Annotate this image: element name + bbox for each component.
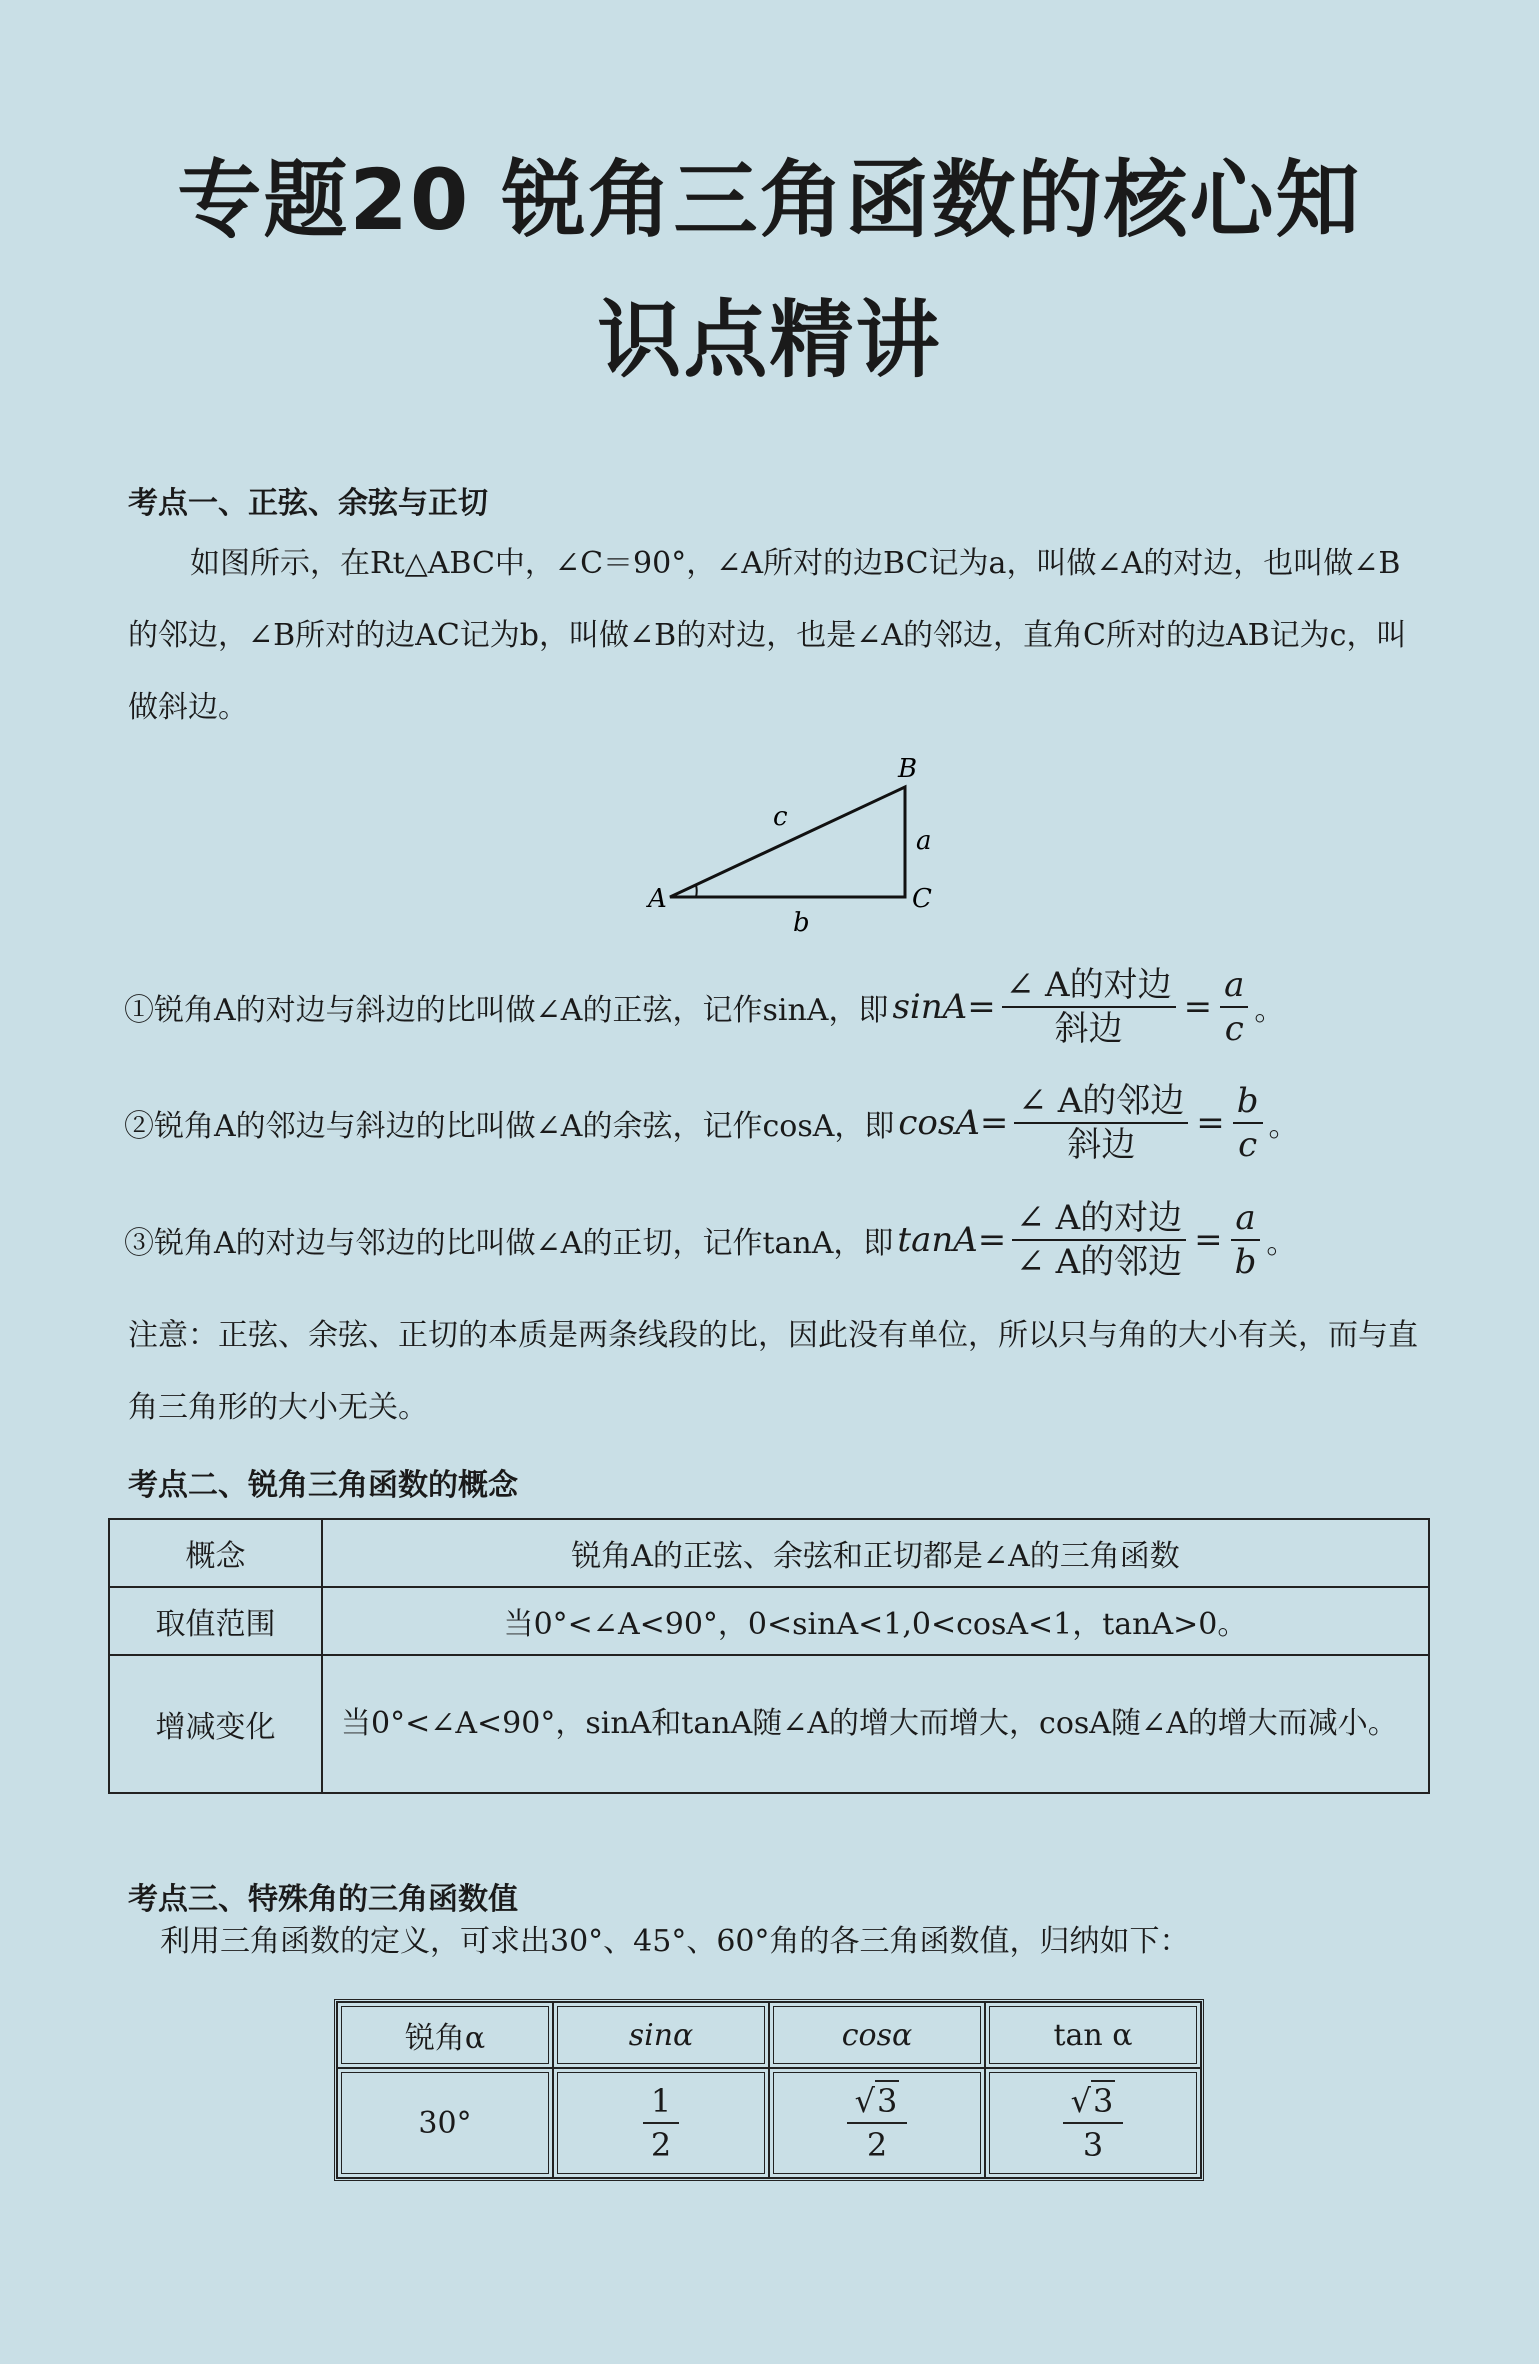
special-angles-table <box>334 1999 1204 2181</box>
right-triangle-diagram <box>630 745 950 945</box>
sqrt-symbol: √3 <box>1070 2082 1114 2120</box>
sine-text: ①锐角A的对边与斜边的比叫做∠A的正弦，记作sinA，即 <box>124 993 889 1028</box>
cosine-denominator-letter: c <box>1238 1125 1258 1165</box>
note-paragraph: 注意：正弦、余弦、正切的本质是两条线段的比，因此没有单位，所以只与角的大小有关，而与直角三角形的大小无关。 <box>128 1318 1418 1425</box>
sqrt-symbol: √3 <box>854 2082 898 2120</box>
tangent-denominator: ∠ A的邻边 <box>1016 1242 1183 1282</box>
sin-30-denominator: 2 <box>650 2126 672 2164</box>
side-label-a: a <box>916 826 932 856</box>
row-label: 增减变化 <box>109 1655 322 1793</box>
sine-lhs: sinA= <box>892 987 996 1027</box>
table-row <box>109 1587 1429 1655</box>
section2-heading: 考点二、锐角三角函数的概念 <box>128 1468 518 1503</box>
vertex-label-b: B <box>898 754 918 784</box>
sine-fraction-letters <box>1220 964 1248 1050</box>
cosine-fraction-letters <box>1233 1080 1263 1166</box>
header-angle: 锐角α <box>337 2002 553 2068</box>
sine-equals: = <box>1183 987 1213 1027</box>
tangent-end: 。 <box>1266 1226 1297 1261</box>
side-label-b: b <box>793 908 810 938</box>
tangent-text: ③锐角A的对边与邻边的比叫做∠A的正切，记作tanA，即 <box>124 1226 894 1261</box>
header-tan: tan α <box>985 2002 1201 2068</box>
cos-30-cell <box>769 2068 985 2178</box>
cosine-fraction <box>1014 1080 1188 1166</box>
table-row <box>337 2068 1201 2178</box>
tan-30-radicand: 3 <box>1093 2082 1114 2120</box>
page-title <box>100 130 1439 410</box>
cosine-definition <box>124 1078 1299 1168</box>
sine-denominator: 斜边 <box>1054 1009 1123 1049</box>
tangent-definition <box>124 1195 1296 1285</box>
vertex-label-c: C <box>912 884 932 914</box>
cos-30-numerator <box>847 2080 908 2124</box>
angle-arc-mark <box>696 885 697 897</box>
tan-30-numerator <box>1063 2080 1124 2124</box>
sine-definition <box>124 962 1284 1052</box>
tangent-denominator-letter: b <box>1234 1242 1257 1282</box>
concept-table <box>108 1518 1430 1794</box>
angle-30: 30° <box>337 2068 553 2178</box>
cos-30-fraction <box>847 2080 908 2166</box>
side-label-c: c <box>773 802 788 832</box>
table-row <box>109 1519 1429 1587</box>
sin-30-numerator: 1 <box>643 2080 679 2124</box>
cos-30-radicand: 3 <box>877 2082 898 2120</box>
section3-intro: 利用三角函数的定义，可求出30°、45°、60°角的各三角函数值，归纳如下： <box>160 1924 1190 1959</box>
sine-numerator-letter: a <box>1220 964 1248 1008</box>
cosine-lhs: cosA= <box>898 1103 1009 1143</box>
cosine-text: ②锐角A的邻边与斜边的比叫做∠A的余弦，记作cosA，即 <box>124 1109 895 1144</box>
tangent-lhs: tanA= <box>897 1220 1007 1260</box>
tangent-fraction <box>1012 1197 1186 1283</box>
cos-30-denominator: 2 <box>866 2126 888 2164</box>
tangent-numerator-letter: a <box>1231 1197 1259 1241</box>
section1-paragraph: 如图所示，在Rt△ABC中，∠C＝90°，∠A所对的边BC记为a，叫做∠A的对边，也叫做∠B的邻边，∠B所对的边AC记为b，叫做∠B的对边，也是∠A的邻边，直角C所对的边AB记为c，叫做斜边。 <box>128 546 1407 725</box>
tan-30-denominator: 3 <box>1082 2126 1104 2164</box>
vertex-label-a: A <box>648 884 667 914</box>
table-header-row <box>337 2002 1201 2068</box>
tan-30-fraction <box>1063 2080 1124 2166</box>
row-label: 概念 <box>109 1519 322 1587</box>
row-label: 取值范围 <box>109 1587 322 1655</box>
sine-fraction <box>1002 964 1176 1050</box>
sine-denominator-letter: c <box>1224 1009 1244 1049</box>
section1-heading: 考点一、正弦、余弦与正切 <box>128 486 488 521</box>
sin-30-fraction <box>643 2080 679 2166</box>
tangent-fraction-letters <box>1231 1197 1261 1283</box>
cosine-equals: = <box>1196 1103 1225 1143</box>
row-value: 锐角A的正弦、余弦和正切都是∠A的三角函数 <box>322 1519 1429 1587</box>
header-cos: cosα <box>769 2002 985 2068</box>
title-line-1: 专题20 锐角三角函数的核心知 <box>177 151 1362 249</box>
tan-30-cell <box>985 2068 1201 2178</box>
row-value: 当0°<∠A<90°，sinA和tanA随∠A的增大而增大，cosA随∠A的增大而减小。 <box>322 1655 1429 1793</box>
cosine-end: 。 <box>1268 1109 1299 1144</box>
title-line-2: 识点精讲 <box>597 291 942 389</box>
row-value: 当0°<∠A<90°，0<sinA<1,0<cosA<1，tanA>0。 <box>322 1587 1429 1655</box>
tangent-equals: = <box>1194 1220 1223 1260</box>
cosine-denominator: 斜边 <box>1067 1125 1136 1165</box>
cosine-numerator: ∠ A的邻边 <box>1014 1080 1188 1124</box>
cosine-numerator-letter: b <box>1233 1080 1263 1124</box>
tangent-numerator: ∠ A的对边 <box>1012 1197 1186 1241</box>
table-row <box>109 1655 1429 1793</box>
sin-30-cell <box>553 2068 769 2178</box>
header-sin: sinα <box>553 2002 769 2068</box>
sine-end: 。 <box>1254 993 1285 1028</box>
section3-heading: 考点三、特殊角的三角函数值 <box>128 1882 518 1917</box>
sine-numerator: ∠ A的对边 <box>1002 964 1176 1008</box>
